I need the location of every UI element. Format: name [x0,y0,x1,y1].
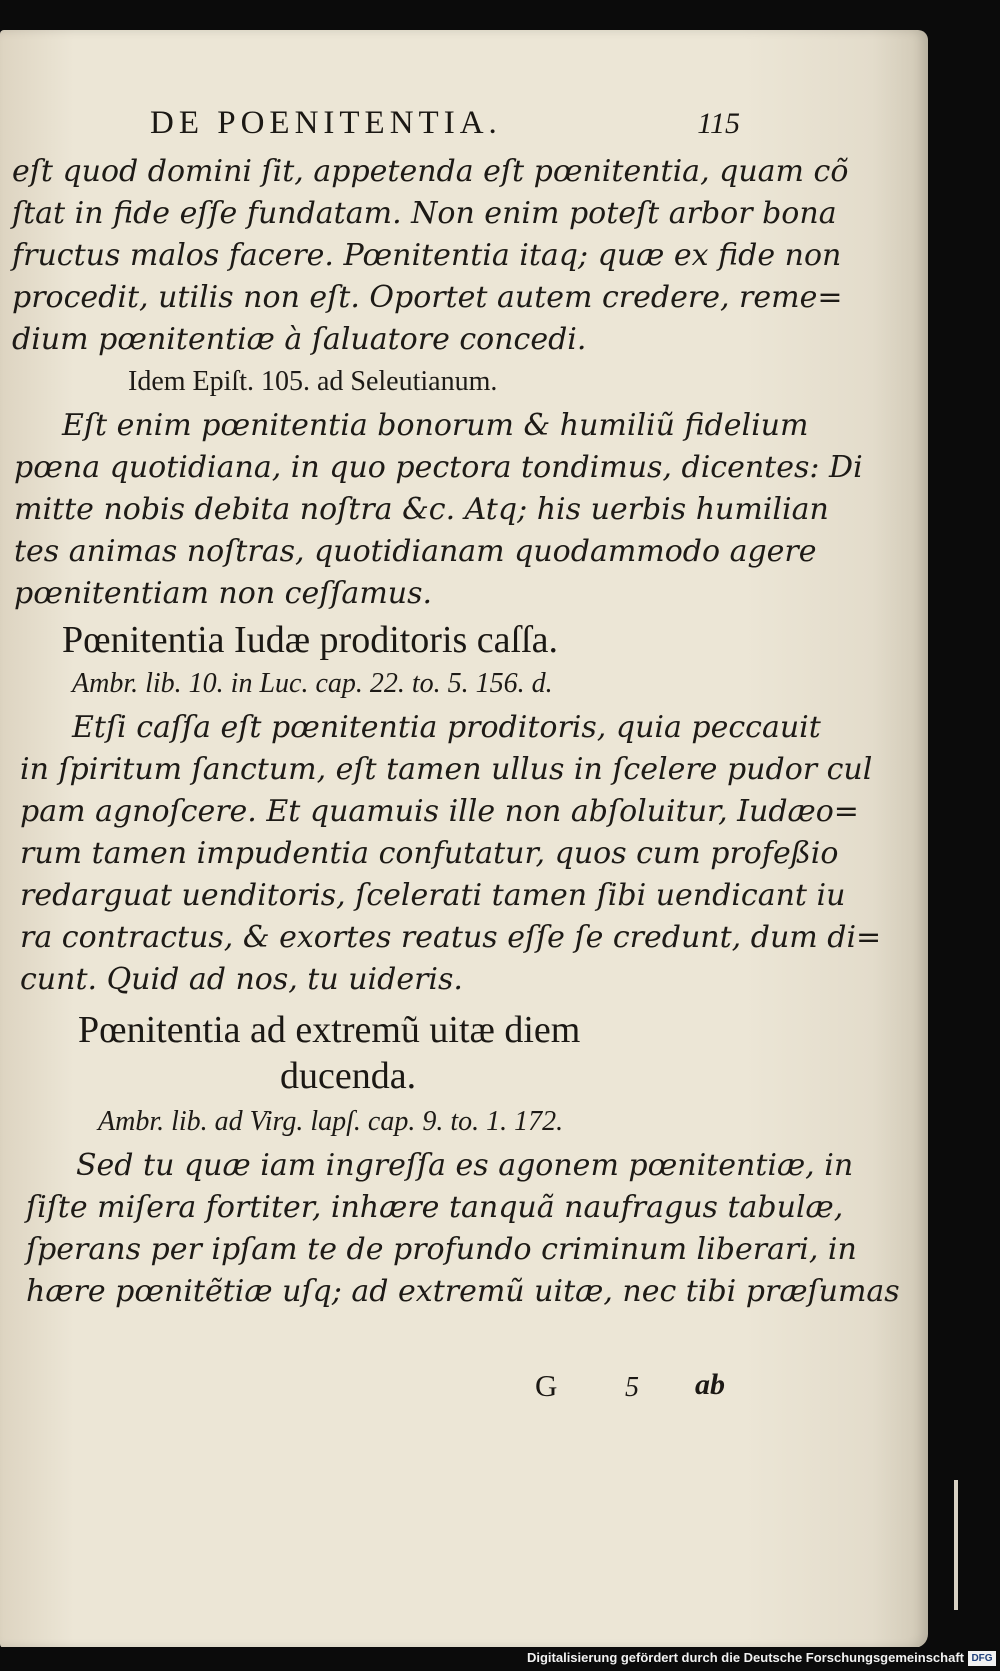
text-line: rum tamen impudentia confutatur, quos cum profeßio [20,836,839,871]
source-reference: Idem Epiſt. 105. ad Seleutianum. [128,366,498,397]
text-line: mitte nobis debita noſtra &c. Atq; his uerbis humilian [14,492,829,527]
funding-credit: Digitalisierung gefördert durch die Deutsche Forschungsgemeinschaft [526,1650,964,1665]
text-line: cunt. Quid ad nos, tu uideris. [20,962,463,997]
book-page [0,30,928,1648]
text-line: ra contractus, & exortes reatus eſſe ſe credunt, dum di= [20,920,882,955]
running-title: DE POENITENTIA. [150,105,502,141]
text-line: ſtat in fide eſſe fundatam. Non enim poteſt arbor bona [12,196,837,231]
source-reference: Ambr. lib. ad Virg. lapſ. cap. 9. to. 1. 172. [98,1106,564,1137]
running-header [150,105,740,151]
text-line: ſiſte miſera fortiter, inhære tanquã naufragus tabulæ, [26,1190,844,1225]
signature-mark [535,1368,750,1408]
text-line: Sed tu quæ iam ingreſſa es agonem pœnitentiæ, in [76,1148,854,1183]
signature-number: 5 [625,1372,639,1403]
text-line: ſperans per ipſam te de profundo criminum liberari, in [26,1232,857,1267]
section-heading-continued: ducenda. [280,1055,417,1097]
catchword: ab [695,1368,725,1401]
text-line: hære pœnitẽtiæ uſq; ad extremũ uitæ, nec tibi præſumas [26,1274,900,1309]
bookmark-strip [954,1480,958,1610]
text-line: eſt quod domini ſit, appetenda eſt pœnitentia, quam cõ [12,154,849,189]
text-line: tes animas noſtras, quotidianam quodammodo agere [14,534,817,569]
text-line: pœnitentiam non ceſſamus. [14,576,433,611]
text-line: dium pœnitentiæ à ſaluatore concedi. [12,322,587,357]
text-line: pœna quotidiana, in quo pectora tondimus, dicentes: Di [14,450,863,485]
page-number: 115 [697,107,740,140]
text-line: in ſpiritum ſanctum, eſt tamen ullus in ſcelere pudor cul [20,752,873,787]
section-heading: Pœnitentia ad extremũ uitæ diem [78,1009,581,1051]
text-line: Etſi caſſa eſt pœnitentia proditoris, quia peccauit [72,710,821,745]
signature-letter: G [535,1368,558,1403]
footer-bar [0,1647,1000,1671]
text-line: pam agnoſcere. Et quamuis ille non abſoluitur, Iudæo= [20,794,859,829]
text-line: fructus malos facere. Pœnitentia itaq; quæ ex fide non [12,238,842,273]
text-line: redarguat uenditoris, ſcelerati tamen ſibi uendicant iu [20,878,846,913]
text-line: procedit, utilis non eſt. Oportet autem credere, reme= [12,280,843,315]
source-reference: Ambr. lib. 10. in Luc. cap. 22. to. 5. 156. d. [72,668,553,699]
section-heading: Pœnitentia Iudæ proditoris caſſa. [62,619,559,661]
text-line: Eſt enim pœnitentia bonorum & humiliũ fidelium [62,408,809,443]
dfg-logo-icon: DFG [968,1651,996,1666]
